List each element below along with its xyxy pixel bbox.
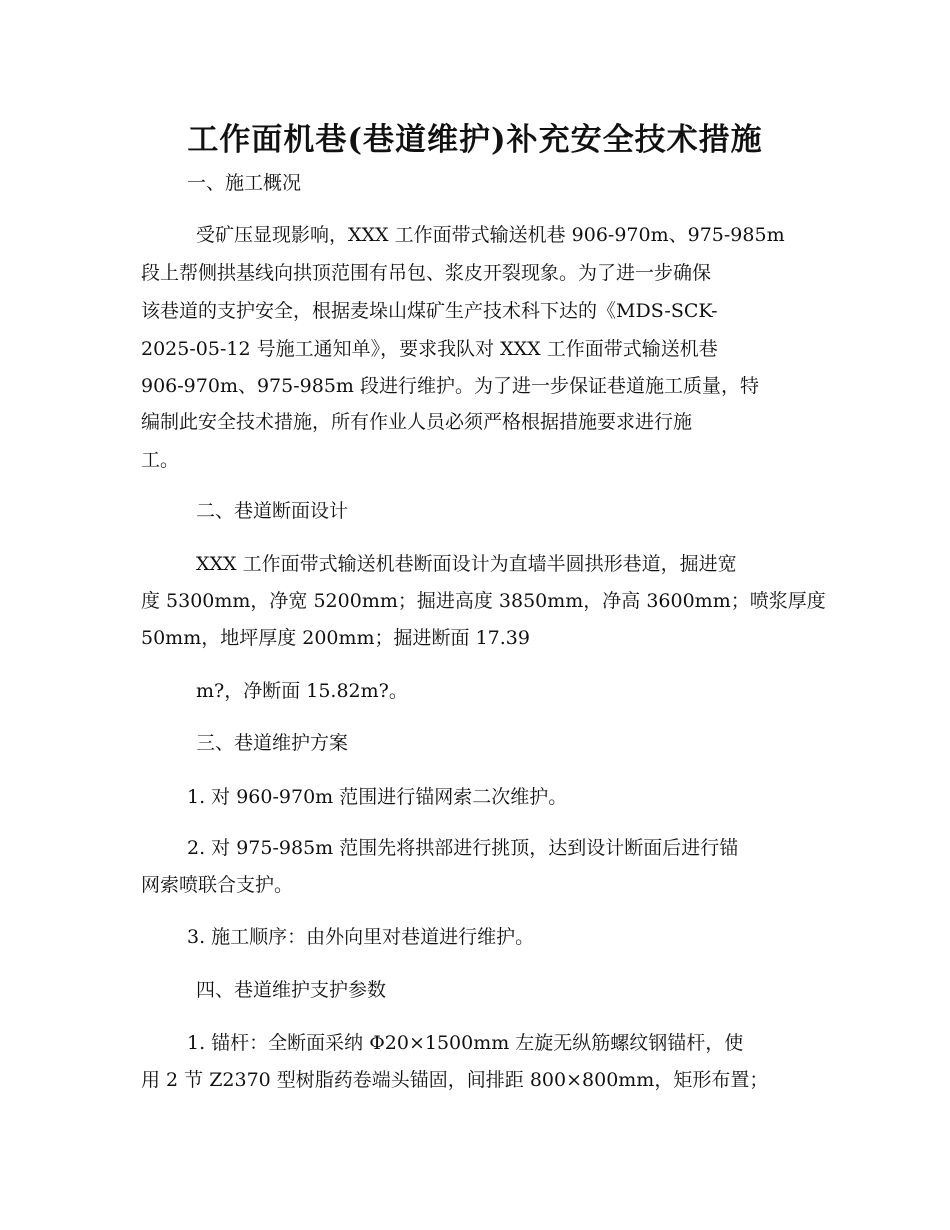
paragraph-line: 50mm，地坪厚度 200mm；掘进断面 17.39 — [141, 627, 530, 649]
list-item-continuation: 网索喷联合支护。 — [141, 874, 294, 896]
list-item-continuation: 用 2 节 Z2370 型树脂药卷端头锚固，间排距 800×800mm，矩形布置； — [141, 1069, 769, 1091]
paragraph-line: m?，净断面 15.82m?。 — [196, 680, 408, 702]
section-heading-3: 三、巷道维护方案 — [196, 732, 349, 754]
list-item: 2. 对 975-985m 范围先将拱部进行挑顶，达到设计断面后进行锚 — [187, 837, 739, 859]
paragraph-line: XXX 工作面带式输送机巷断面设计为直墙半圆拱形巷道，掘进宽 — [196, 553, 737, 575]
paragraph-line: 编制此安全技术措施，所有作业人员必须严格根据措施要求进行施 — [141, 411, 693, 433]
section-heading-2: 二、巷道断面设计 — [196, 500, 349, 522]
paragraph-line: 2025-05-12 号施工通知单》，要求我队对 XXX 工作面带式输送机巷 — [141, 338, 718, 360]
section-heading-4: 四、巷道维护支护参数 — [196, 979, 387, 1001]
list-item: 1. 对 960-970m 范围进行锚网索二次维护。 — [187, 786, 568, 808]
paragraph-line: 906-970m、975-985m 段进行维护。为了进一步保证巷道施工质量，特 — [141, 375, 759, 397]
paragraph-line: 该巷道的支护安全，根据麦垛山煤矿生产技术科下达的《MDS-SCK- — [141, 300, 718, 322]
paragraph-line: 段上帮侧拱基线向拱顶范围有吊包、浆皮开裂现象。为了进一步确保 — [141, 262, 712, 284]
list-item: 3. 施工顺序：由外向里对巷道进行维护。 — [187, 926, 535, 948]
list-item: 1. 锚杆：全断面采纳 Φ20×1500mm 左旋无纵筋螺纹钢锚杆，使 — [187, 1032, 744, 1054]
document-title: 工作面机巷(巷道维护)补充安全技术措施 — [187, 122, 763, 158]
paragraph-line: 工。 — [141, 449, 180, 471]
paragraph-line: 受矿压显现影响，XXX 工作面带式输送机巷 906-970m、975-985m — [196, 224, 785, 246]
paragraph-line: 度 5300mm，净宽 5200mm；掘进高度 3850mm，净高 3600mm；喷浆厚度 — [141, 590, 826, 612]
section-heading-1: 一、施工概况 — [187, 172, 302, 194]
